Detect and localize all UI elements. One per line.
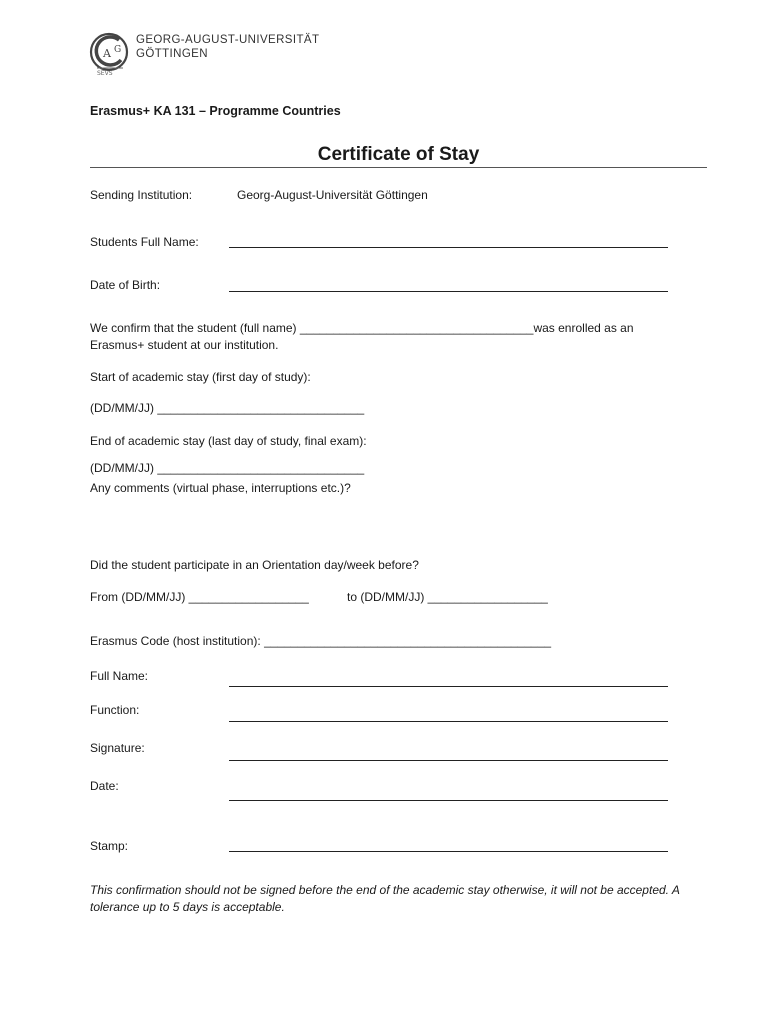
university-name-line2: GÖTTINGEN (136, 48, 208, 60)
student-name-label: Students Full Name: (90, 235, 199, 249)
orientation-question: Did the student participate in an Orientation day/week before? (90, 558, 419, 572)
end-of-stay-date-field[interactable]: (DD/MM/JJ) _______________________________ (90, 461, 365, 475)
confirmation-text: We confirm that the student (full name) ___________________________________was enrolled as an (90, 321, 634, 335)
function-field[interactable] (229, 721, 668, 722)
signature-label: Signature: (90, 741, 145, 755)
orientation-to-field[interactable]: to (DD/MM/JJ) __________________ (347, 590, 548, 604)
function-label: Function: (90, 703, 140, 717)
sending-institution-label: Sending Institution: (90, 188, 193, 202)
university-name-line1: GEORG-AUGUST-UNIVERSITÄT (136, 34, 320, 46)
confirmation-text-line2: Erasmus+ student at our institution. (90, 338, 279, 352)
full-name-field[interactable] (229, 686, 668, 687)
svg-text:G: G (114, 45, 122, 55)
svg-text:A: A (103, 47, 111, 60)
page-title: Certificate of Stay (317, 144, 480, 165)
stamp-field[interactable] (229, 851, 668, 852)
university-seal-icon (89, 30, 133, 76)
confirmation-note: This confirmation should not be signed before the end of the academic stay otherwise, it will not be accepted. A tolerance up to 5 days is acceptable. (90, 883, 680, 914)
student-name-field[interactable] (229, 247, 668, 248)
title-divider (90, 167, 707, 168)
date-field[interactable] (229, 800, 668, 801)
svg-text:SEVS: SEVS (97, 70, 113, 76)
signature-field[interactable] (229, 760, 668, 761)
orientation-from-field[interactable]: From (DD/MM/JJ) __________________ (90, 590, 309, 604)
date-of-birth-field[interactable] (229, 291, 668, 292)
start-of-stay-date-field[interactable]: (DD/MM/JJ) _______________________________ (90, 401, 365, 415)
stamp-label: Stamp: (90, 839, 129, 853)
erasmus-code-field[interactable]: Erasmus Code (host institution): ___________________________________________ (90, 634, 552, 648)
start-of-stay-label: Start of academic stay (first day of study): (90, 370, 311, 384)
comments-label: Any comments (virtual phase, interruptions etc.)? (90, 481, 351, 495)
sending-institution-value: Georg-August-Universität Göttingen (237, 188, 428, 202)
date-of-birth-label: Date of Birth: (90, 278, 161, 292)
full-name-label: Full Name: (90, 669, 149, 683)
date-label: Date: (90, 779, 119, 793)
end-of-stay-label: End of academic stay (last day of study, final exam): (90, 434, 367, 448)
university-name (136, 33, 319, 61)
programme-heading: Erasmus+ KA 131 – Programme Countries (90, 104, 341, 118)
